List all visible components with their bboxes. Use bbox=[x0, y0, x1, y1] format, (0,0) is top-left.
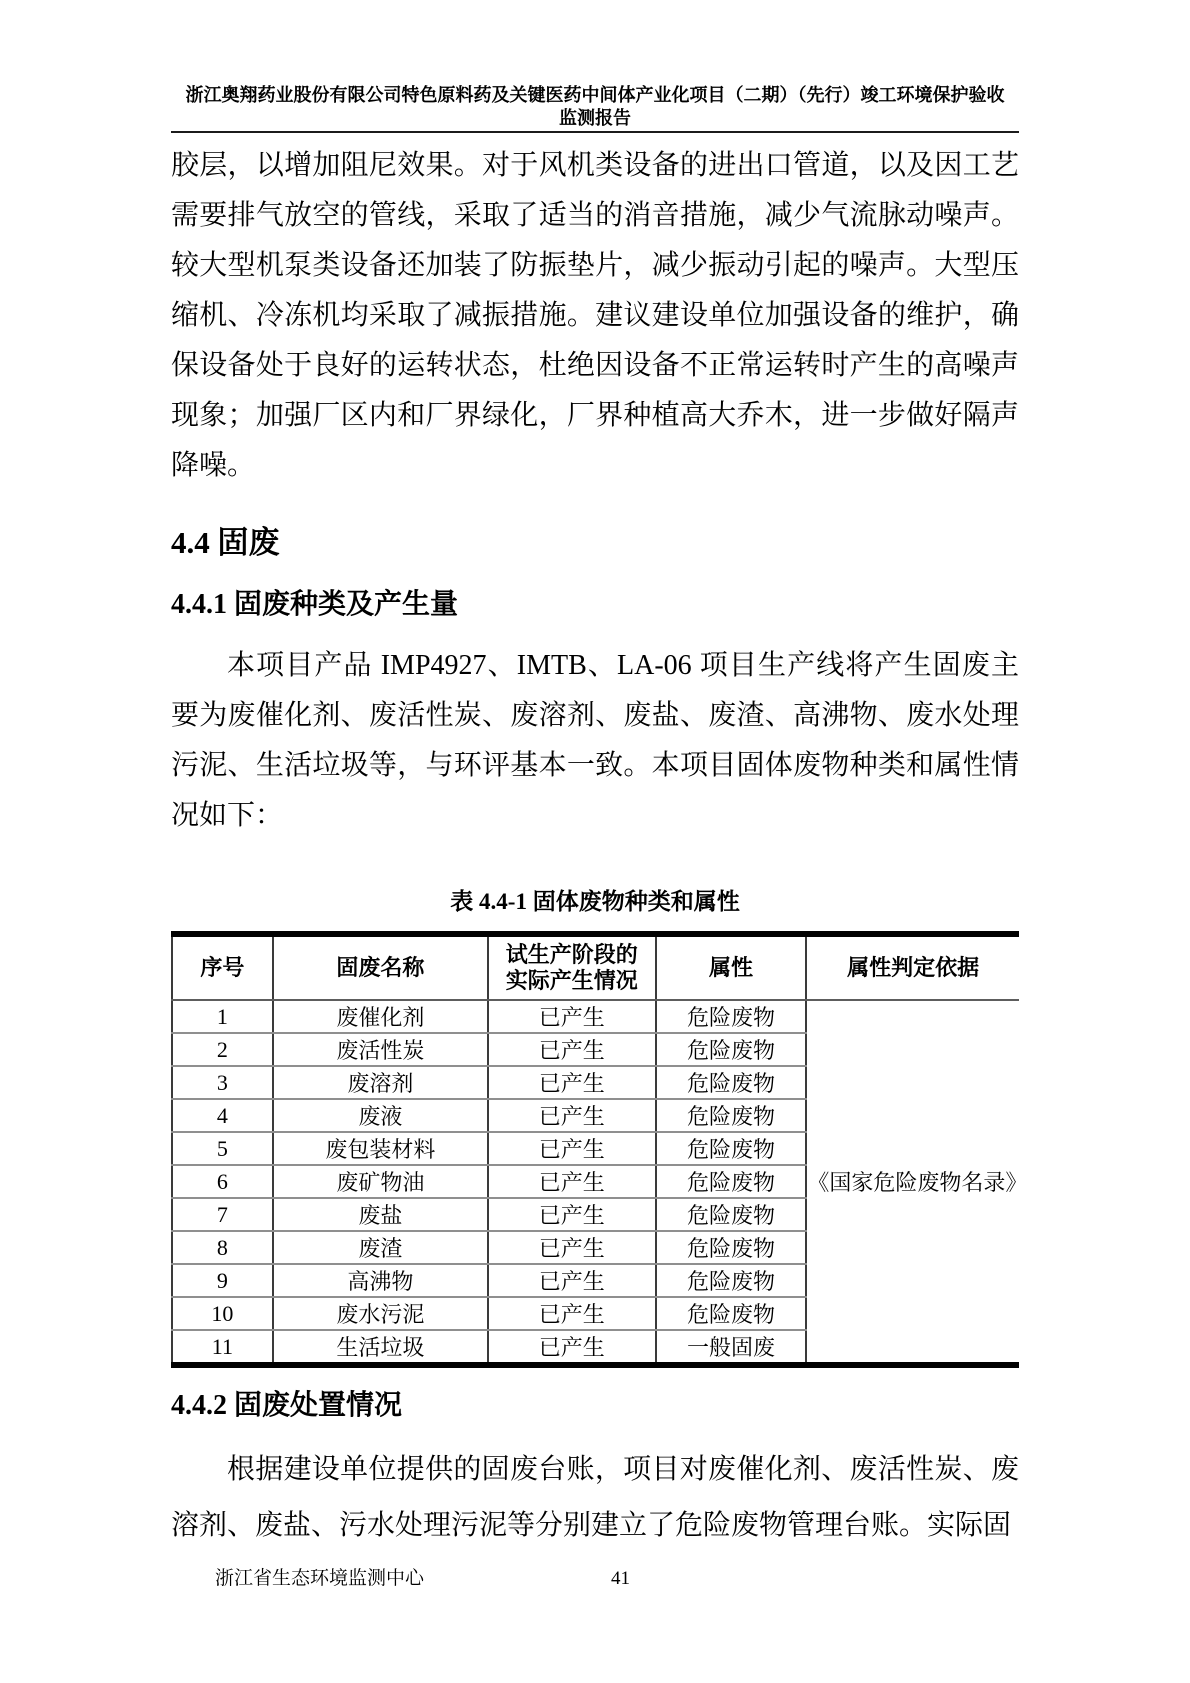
cell-attribute: 危险废物 bbox=[656, 1033, 807, 1066]
cell-waste-name: 废包装材料 bbox=[273, 1132, 488, 1165]
cell-seq: 3 bbox=[172, 1066, 273, 1099]
paragraph-noise-measures: 胶层，以增加阻尼效果。对于风机类设备的进出口管道，以及因工艺需要排气放空的管线，采取了适当的消音措施，减少气流脉动噪声。较大型机泵类设备还加装了防振垫片，减少振动引起的噪声。大型压缩机、冷冻机均采取了减振措施。建议建设单位加强设备的维护，确保设备处于良好的运转状态，杜绝因设备不正常运转时产生的高噪声现象；加强厂区内和厂界绿化，厂界种植高大乔木，进一步做好隔声降噪。 bbox=[171, 150, 1019, 481]
cell-waste-name: 废矿物油 bbox=[273, 1165, 488, 1198]
cell-production-status: 已产生 bbox=[488, 1066, 656, 1099]
paragraph-disposal: 根据建设单位提供的固废台账，项目对废催化剂、废活性炭、废溶剂、废盐、污水处理污泥等分别建立了危险废物管理台账。实际固 bbox=[171, 1454, 1019, 1541]
section-heading-4-4-1: 4.4.1 固废种类及产生量 bbox=[171, 589, 459, 620]
cell-production-status: 已产生 bbox=[488, 1231, 656, 1264]
cell-seq: 2 bbox=[172, 1033, 273, 1066]
cell-production-status: 已产生 bbox=[488, 1330, 656, 1365]
header-cell-waste-name: 固废名称 bbox=[273, 934, 488, 1000]
cell-seq: 7 bbox=[172, 1198, 273, 1231]
page-number: 41 bbox=[611, 1568, 630, 1589]
cell-attribute: 危险废物 bbox=[656, 1198, 807, 1231]
cell-attribute: 危险废物 bbox=[656, 1231, 807, 1264]
cell-attribute: 危险废物 bbox=[656, 1099, 807, 1132]
header-cell-attribute: 属性 bbox=[656, 934, 807, 1000]
section-heading-4-4-2: 4.4.2 固废处置情况 bbox=[171, 1390, 403, 1421]
cell-production-status: 已产生 bbox=[488, 1033, 656, 1066]
cell-waste-name: 废催化剂 bbox=[273, 1000, 488, 1033]
cell-attribute: 危险废物 bbox=[656, 1264, 807, 1297]
cell-waste-name: 废盐 bbox=[273, 1198, 488, 1231]
cell-waste-name: 废水污泥 bbox=[273, 1297, 488, 1330]
cell-seq: 10 bbox=[172, 1297, 273, 1330]
solid-waste-table bbox=[171, 931, 1028, 1368]
cell-production-status: 已产生 bbox=[488, 1297, 656, 1330]
report-title-line1: 浙江奥翔药业股份有限公司特色原料药及关键医药中间体产业化项目（二期）（先行）竣工环境保护验收 bbox=[185, 85, 1005, 105]
header-cell-seq: 序号 bbox=[172, 934, 273, 1000]
cell-seq: 6 bbox=[172, 1165, 273, 1198]
cell-seq: 1 bbox=[172, 1000, 273, 1033]
cell-waste-name: 废溶剂 bbox=[273, 1066, 488, 1099]
cell-production-status: 已产生 bbox=[488, 1198, 656, 1231]
cell-attribute: 危险废物 bbox=[656, 1000, 807, 1033]
page-footer bbox=[171, 1566, 1019, 1592]
header-cell-production-status: 试生产阶段的 实际产生情况 bbox=[488, 934, 656, 1000]
cell-attribute: 一般固废 bbox=[656, 1330, 807, 1365]
cell-seq: 5 bbox=[172, 1132, 273, 1165]
cell-waste-name: 废活性炭 bbox=[273, 1033, 488, 1066]
table-caption: 表 4.4-1 固体废物种类和属性 bbox=[450, 889, 740, 914]
table-body bbox=[172, 1000, 1028, 1365]
cell-production-status: 已产生 bbox=[488, 1264, 656, 1297]
header-cell-basis: 属性判定依据 bbox=[806, 934, 1019, 1000]
cell-seq: 4 bbox=[172, 1099, 273, 1132]
table-row bbox=[172, 1000, 1019, 1033]
footer-organization: 浙江省生态环境监测中心 bbox=[215, 1568, 425, 1589]
cell-seq: 8 bbox=[172, 1231, 273, 1264]
cell-waste-name: 高沸物 bbox=[273, 1264, 488, 1297]
cell-seq: 11 bbox=[172, 1330, 273, 1365]
cell-seq: 9 bbox=[172, 1264, 273, 1297]
cell-production-status: 已产生 bbox=[488, 1000, 656, 1033]
page-header bbox=[171, 0, 1019, 133]
table-header-row bbox=[172, 934, 1019, 1000]
cell-attribute: 危险废物 bbox=[656, 1066, 807, 1099]
paragraph-solid-waste-intro: 本项目产品 IMP4927、IMTB、LA-06 项目生产线将产生固废主要为废催化剂、废活性炭、废溶剂、废盐、废渣、高沸物、废水处理污泥、生活垃圾等，与环评基本一致。本项目固体废物种类和属性情况如下： bbox=[171, 650, 1019, 831]
cell-waste-name: 生活垃圾 bbox=[273, 1330, 488, 1365]
cell-waste-name: 废液 bbox=[273, 1099, 488, 1132]
report-title-line2: 监测报告 bbox=[559, 108, 631, 128]
page-content bbox=[171, 0, 1028, 1592]
cell-attribute: 危险废物 bbox=[656, 1132, 807, 1165]
cell-waste-name: 废渣 bbox=[273, 1231, 488, 1264]
cell-attribute: 危险废物 bbox=[656, 1297, 807, 1330]
section-heading-4-4: 4.4 固废 bbox=[171, 525, 280, 560]
cell-production-status: 已产生 bbox=[488, 1132, 656, 1165]
cell-basis-merged: 《国家危险废物名录》 bbox=[807, 1170, 1028, 1195]
cell-attribute: 危险废物 bbox=[656, 1165, 807, 1198]
cell-production-status: 已产生 bbox=[488, 1165, 656, 1198]
cell-production-status: 已产生 bbox=[488, 1099, 656, 1132]
